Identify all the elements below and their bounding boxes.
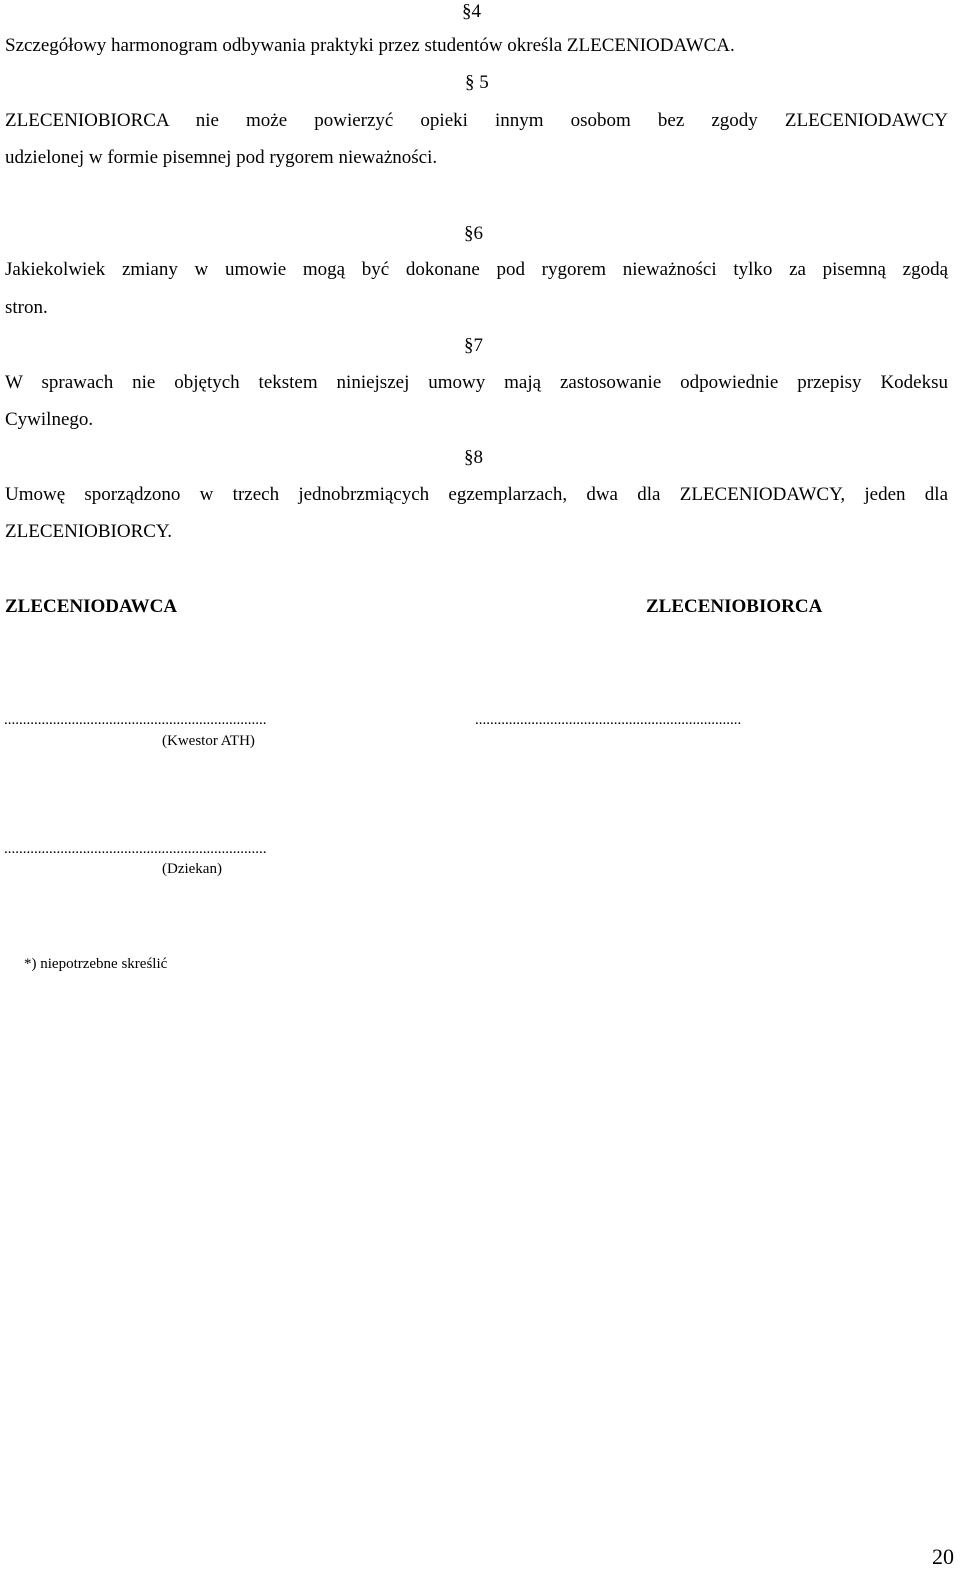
section-5-heading: § 5 bbox=[465, 72, 489, 93]
signature-line-right: ....................................................................... bbox=[475, 712, 742, 728]
section-6-text-line-1: Jakiekolwiek zmiany w umowie mogą być dokonane pod rygorem nieważności tylko za pisemną zgodą bbox=[5, 259, 948, 280]
kwestor-caption: (Kwestor ATH) bbox=[162, 733, 255, 749]
signature-line-dziekan: ...................................................................... bbox=[4, 841, 267, 857]
section-4-text: Szczegółowy harmonogram odbywania praktyki przez studentów określa ZLECENIODAWCA. bbox=[5, 35, 735, 56]
section-8-text-line-1: Umowę sporządzono w trzech jednobrzmiących egzemplarzach, dwa dla ZLECENIODAWCY, jeden dla bbox=[5, 484, 948, 505]
section-8-text-line-2: ZLECENIOBIORCY. bbox=[5, 521, 172, 542]
section-7-heading: §7 bbox=[464, 335, 483, 356]
page-number: 20 bbox=[932, 1544, 954, 1569]
signature-party-left: ZLECENIODAWCA bbox=[5, 596, 178, 617]
footnote: *) niepotrzebne skreślić bbox=[24, 956, 168, 972]
section-6-text-line-2: stron. bbox=[5, 297, 48, 318]
section-5-text-line-1: ZLECENIOBIORCA nie może powierzyć opieki innym osobom bez zgody ZLECENIODAWCY bbox=[5, 110, 948, 131]
section-7-text-line-1: W sprawach nie objętych tekstem niniejszej umowy mają zastosowanie odpowiednie przepisy Kodeksu bbox=[5, 372, 948, 393]
section-6-heading: §6 bbox=[464, 223, 483, 244]
section-4-heading: §4 bbox=[462, 1, 481, 22]
signature-line-left: ...................................................................... bbox=[4, 712, 267, 728]
dziekan-caption: (Dziekan) bbox=[162, 861, 222, 877]
section-5-text-line-2: udzielonej w formie pisemnej pod rygorem nieważności. bbox=[5, 147, 438, 168]
section-8-heading: §8 bbox=[464, 447, 483, 468]
signature-party-right: ZLECENIOBIORCA bbox=[646, 596, 823, 617]
section-7-text-line-2: Cywilnego. bbox=[5, 409, 94, 430]
